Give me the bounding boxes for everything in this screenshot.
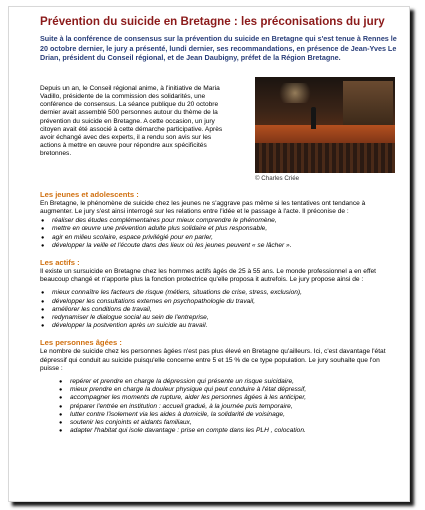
list-item: ● mieux connaître les facteurs de risque (métiers, situations de crise, stress, exclusion), bbox=[52, 289, 399, 297]
list-item: ● redynamiser le dialogue social au sein de l'entreprise, bbox=[52, 314, 399, 322]
photo-audience bbox=[255, 143, 395, 173]
spacer bbox=[40, 373, 399, 377]
conference-photo bbox=[255, 77, 395, 173]
photo-credit: © Charles Criée bbox=[255, 174, 300, 182]
article-page bbox=[8, 6, 410, 502]
list-item: ● mieux prendre en charge la douleur physique qui peut conduire à l'état dépressif, bbox=[70, 386, 399, 394]
list-item: ● adapter l'habitat qui isole davantage : prise en compte dans les PLH , colocation. bbox=[70, 427, 399, 435]
list-item: ● accompagner les moments de rupture, aider les personnes âgées à les anticiper, bbox=[70, 394, 399, 402]
section-list-workers bbox=[40, 289, 399, 330]
section-heading-elderly: Les personnes âgées : bbox=[40, 338, 122, 348]
spacer bbox=[40, 284, 399, 288]
section-list-elderly bbox=[40, 378, 399, 435]
list-item: ● lutter contre l'isolement via les aides à domicile, la solidarité de voisinage, bbox=[70, 411, 399, 419]
lead-paragraph: Depuis un an, le Conseil régional anime, à l'initiative de Maria Vadillo, présidente de la commission des solidarités, une conférence de consensus. La séance publique du 20 octobre dernier avait assemblé 500 personnes autour du thème de la prévention du suicide en Bretagne. A cette occasion, un jury citoyen avait été associé à cette démarche participative. Après avoir échangé avec des experts, il a rendu son avis sur les actions à mettre en œuvre pour répondre aux spécificités bretonnes. bbox=[40, 84, 223, 158]
photo-light bbox=[275, 83, 315, 103]
list-item: ● développer les consultations externes en psychopathologie du travail, bbox=[52, 298, 399, 306]
article-title: Prévention du suicide en Bretagne : les préconisations du jury bbox=[40, 15, 385, 28]
section-heading-workers: Les actifs : bbox=[40, 258, 80, 267]
list-item: ● repérer et prendre en charge la dépression qui présente un risque suicidaire, bbox=[70, 378, 399, 386]
section-text-youth: En Bretagne, le phénomène de suicide chez les jeunes ne s'aggrave pas même si les tentatives ont tendance à augmenter. Le jury s'est ainsi interrogé sur les relations entre l'idée et le passage à l'acte. Il préconise de : bbox=[40, 199, 366, 215]
list-item: ● développer la postvention après un suicide au travail. bbox=[52, 322, 399, 330]
section-list-youth bbox=[40, 217, 399, 250]
section-text-workers: Il existe un sursuicide en Bretagne chez les hommes actifs âgés de 25 à 55 ans. Le monde professionnel a en effet beaucoup changé et n'apporte plus la fonction protectrice qu'elle proposa it autrefois. Le jury propose ainsi de : bbox=[40, 268, 376, 284]
section-text-elderly: Le nombre de suicide chez les personnes âgées n'est pas plus élevé en Bretagne qu'ailleurs. Ici, c'est davantage l'état dépressif qui conduit au suicide puisqu'elle concerne entre 5 et 15 % de ce type population. Le jury souhaite que l'on puisse : bbox=[40, 348, 386, 372]
list-item: ● préparer l'entrée en institution : accueil gradué, à la journée puis temporaire, bbox=[70, 403, 399, 411]
list-item: ● mettre en œuvre une prévention adulte plus solidaire et plus responsable, bbox=[52, 225, 399, 233]
list-item: ● soutenir les conjoints et aidants familiaux, bbox=[70, 419, 399, 427]
list-item: ● développer la veille et l'écoute dans des lieux où les jeunes peuvent « se lâcher ». bbox=[52, 242, 399, 250]
list-item: ● améliorer les conditions de travail, bbox=[52, 306, 399, 314]
photo-screen bbox=[343, 81, 393, 127]
lead-row bbox=[40, 77, 399, 182]
article-intro: Suite à la conférence de consensus sur la prévention du suicide en Bretagne qui s'est tenue à Rennes le 20 octobre dernier, le jury a présenté, lundi dernier, ses recommandations, en présence de Jean-Yves Le Drian, président du Conseil régional, et de Jean Daubigny, préfet de la Région Bretagne. bbox=[40, 34, 397, 63]
list-item: ● réaliser des études complémentaires pour mieux comprendre le phénomène, bbox=[52, 217, 399, 225]
photo-speaker bbox=[311, 107, 316, 129]
photo-block bbox=[255, 77, 395, 182]
photo-stage bbox=[255, 125, 395, 145]
list-item: ● agir en milieu scolaire, espace privilégié pour en parler, bbox=[52, 234, 399, 242]
section-heading-youth: Les jeunes et adolescents : bbox=[40, 189, 139, 199]
